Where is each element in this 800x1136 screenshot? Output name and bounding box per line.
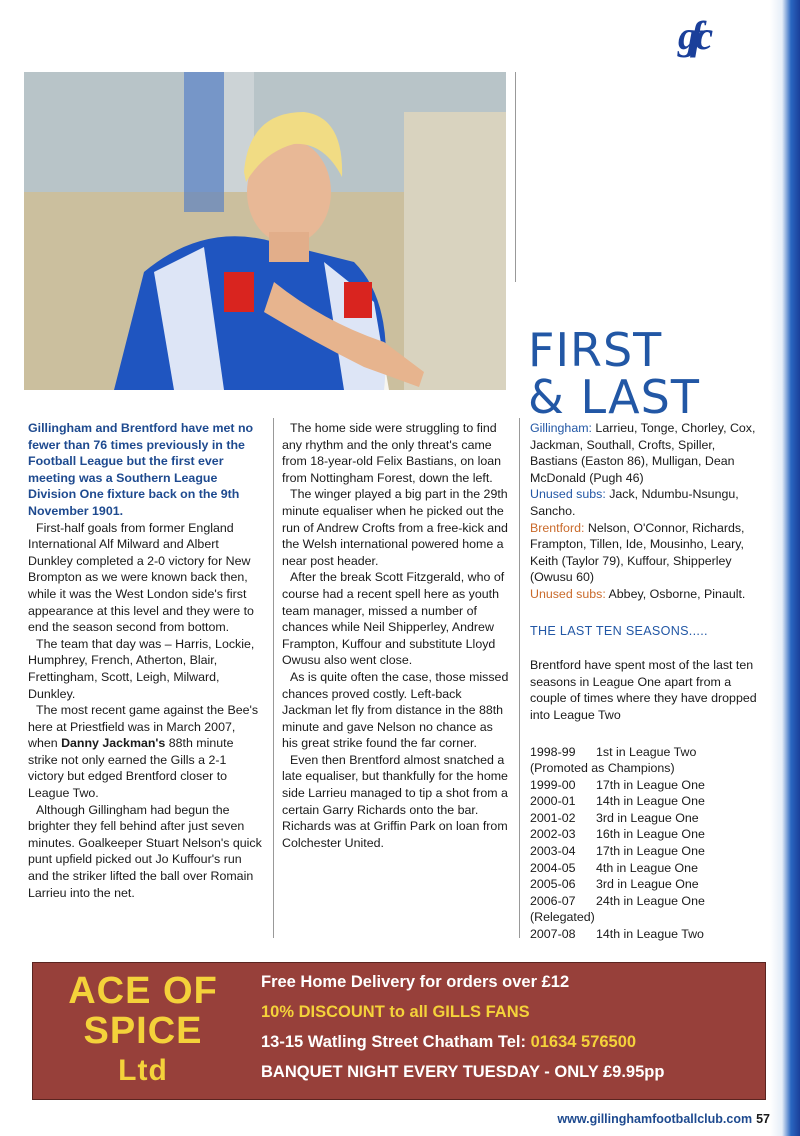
season-row bbox=[530, 893, 762, 910]
column-divider bbox=[519, 418, 520, 938]
ad-line-address bbox=[261, 1027, 761, 1057]
address-text: 13-15 Watling Street Chatham Tel: bbox=[261, 1033, 531, 1051]
title-line-2: & LAST bbox=[528, 369, 700, 424]
discount-target: GILLS FANS bbox=[432, 1003, 530, 1021]
advertiser-name bbox=[33, 971, 253, 1091]
gillingham-lineup bbox=[530, 420, 762, 486]
subs-list: Abbey, Osborne, Pinault. bbox=[605, 586, 746, 601]
season-year: 2002-03 bbox=[530, 827, 576, 842]
subs-label: Unused subs: bbox=[530, 586, 606, 601]
section-intro: Brentford have spent most of the last ten seasons in League One apart from a couple of times where they have dropped into League Two bbox=[530, 658, 757, 722]
season-result: 24th in League One bbox=[596, 893, 705, 908]
season-year: 1998-99 bbox=[530, 744, 576, 759]
photo-illustration bbox=[24, 72, 506, 390]
article-paragraph: As is quite often the case, those missed chances proved costly. Left-back Jackman let fly from distance in the 88th minute and gave Nelson no chance as his great strike found the far corner. bbox=[282, 669, 509, 751]
season-year: 2003-04 bbox=[530, 844, 576, 859]
title-line-1: FIRST bbox=[528, 322, 663, 377]
page-edge-strip bbox=[770, 0, 800, 1136]
season-result: 14th in League Two bbox=[596, 927, 704, 942]
discount-mid: to all bbox=[384, 1003, 433, 1021]
season-result: 17th in League One bbox=[596, 844, 705, 859]
season-result: 4th in League One bbox=[596, 860, 698, 875]
season-result: 16th in League One bbox=[596, 827, 705, 842]
ad-name-line: ACE OF bbox=[68, 970, 218, 1012]
season-row bbox=[530, 826, 762, 843]
season-year: 2007-08 bbox=[530, 927, 576, 942]
brentford-subs bbox=[530, 586, 762, 603]
season-row bbox=[530, 744, 762, 761]
article-lead: Gillingham and Brentford have met no fewer than 76 times previously in the Football League but the first ever meeting was a Southern League Division One fixture back on the 9th November 1901. bbox=[28, 421, 254, 518]
season-year: 2005-06 bbox=[530, 877, 576, 892]
gillingham-subs bbox=[530, 486, 762, 519]
season-row bbox=[530, 860, 762, 877]
season-result: 3rd in League One bbox=[596, 877, 699, 892]
season-result: 3rd in League One bbox=[596, 810, 699, 825]
season-result: 17th in League One bbox=[596, 777, 705, 792]
ad-line-discount bbox=[261, 997, 761, 1027]
discount-text: 10% DISCOUNT bbox=[261, 1003, 385, 1021]
page-title bbox=[528, 322, 768, 424]
section-heading: THE LAST TEN SEASONS..... bbox=[530, 623, 708, 638]
sidebar-column bbox=[530, 420, 762, 943]
season-row bbox=[530, 777, 762, 794]
season-year: 2001-02 bbox=[530, 810, 576, 825]
article-column-1 bbox=[28, 420, 264, 901]
season-result: 1st in League Two bbox=[596, 744, 697, 759]
club-logo: gfc bbox=[678, 13, 706, 58]
season-result: 14th in League One bbox=[596, 794, 705, 809]
season-year: 2006-07 bbox=[530, 893, 576, 908]
season-row bbox=[530, 793, 762, 810]
subs-list: Jack, Ndumbu-Nsungu, Sancho. bbox=[530, 487, 739, 518]
column-divider bbox=[515, 72, 516, 282]
season-year: 2000-01 bbox=[530, 794, 576, 809]
page-footer bbox=[526, 1112, 770, 1126]
season-row bbox=[530, 926, 762, 943]
ad-line-banquet: BANQUET NIGHT EVERY TUESDAY - ONLY £9.95pp bbox=[261, 1063, 665, 1081]
season-row bbox=[530, 843, 762, 860]
team-label: Brentford: bbox=[530, 520, 585, 535]
page-number: 57 bbox=[756, 1112, 770, 1126]
team-label: Gillingham: bbox=[530, 421, 592, 435]
ad-name-line: SPICE bbox=[83, 1010, 203, 1052]
ad-name-line: Ltd bbox=[118, 1054, 168, 1087]
season-year: 2004-05 bbox=[530, 860, 576, 875]
advertisement-banner[interactable] bbox=[32, 962, 766, 1100]
column-divider bbox=[273, 418, 274, 938]
seasons-list bbox=[530, 744, 762, 943]
article-paragraph: Although Gillingham had begun the brighter they fell behind after just seven minutes. Goalkeeper Stuart Nelson's quick punt upfield picked out Jo Kuffour's run and the striker lifted the ball over Romain Larrieu into the net. bbox=[28, 802, 262, 900]
footballer-photo bbox=[24, 72, 506, 390]
article-paragraph: The team that day was – Harris, Lockie, Humphrey, French, Atherton, Blair, Frettingham, Scott, Leigh, Milward, Dunkley. bbox=[28, 636, 255, 701]
player-name-bold: Danny Jackman's bbox=[61, 736, 166, 751]
season-note: (Relegated) bbox=[530, 910, 595, 925]
phone-number: 01634 576500 bbox=[530, 1033, 637, 1051]
article-paragraph: First-half goals from former England International Alf Milward and Albert Dunkley completed a 2-0 victory for New Brompton as we were known back then, while it was the West London side's first appearance at this level and they were to end the season second from bottom. bbox=[28, 520, 254, 635]
ad-line-delivery: Free Home Delivery for orders over £12 bbox=[261, 973, 570, 991]
season-year: 1999-00 bbox=[530, 777, 576, 792]
season-row bbox=[530, 876, 762, 893]
player-list: Larrieu, Tonge, Chorley, Cox, Jackman, Southall, Crofts, Spiller, Bastians (Easton 86), Mulligan, Dean McDonald (Pugh 46) bbox=[530, 421, 756, 485]
website-link[interactable]: www.gillinghamfootballclub.com bbox=[557, 1112, 753, 1126]
season-note: (Promoted as Champions) bbox=[530, 761, 675, 776]
article-paragraph: Even then Brentford almost snatched a late equaliser, but thankfully for the home side Larrieu managed to tip a shot from a certain Garry Richards onto the bar. Richards was at Griffin Park on loan from Colchester United. bbox=[282, 752, 508, 850]
player-list: Nelson, O'Connor, Richards, Frampton, Tillen, Ide, Mousinho, Leary, Keith (Taylor 79), Kuffour, Shipperley (Owusu 60) bbox=[530, 520, 745, 585]
article-column-2 bbox=[282, 420, 510, 851]
season-row bbox=[530, 810, 762, 827]
text-run: 88th minute strike not only earned the Gills a 2-1 victory but edged Brentford closer to League Two. bbox=[28, 736, 234, 801]
brentford-lineup bbox=[530, 520, 762, 586]
article-paragraph bbox=[28, 702, 264, 802]
article-paragraph: After the break Scott Fitzgerald, who of course had a recent spell here as youth team manager, missed a number of chances while Neil Shipperley, Andrew Frampton, Kuffour and substitute Lloyd Owusu also went close. bbox=[282, 570, 505, 668]
article-paragraph: The home side were struggling to find any rhythm and the only threat's came from 18-year-old Felix Bastians, on loan from Nottingham Forest, down the left. bbox=[282, 421, 502, 485]
article-paragraph: The winger played a big part in the 29th minute equaliser when he picked out the run of Andrew Crofts from a free-kick and the Welsh international powered home a near post header. bbox=[282, 487, 508, 568]
subs-label: Unused subs: bbox=[530, 487, 606, 502]
ad-details bbox=[261, 967, 761, 1087]
text-run: The most recent game against the Bee's here at Priestfield was in March 2007, when bbox=[28, 703, 259, 751]
